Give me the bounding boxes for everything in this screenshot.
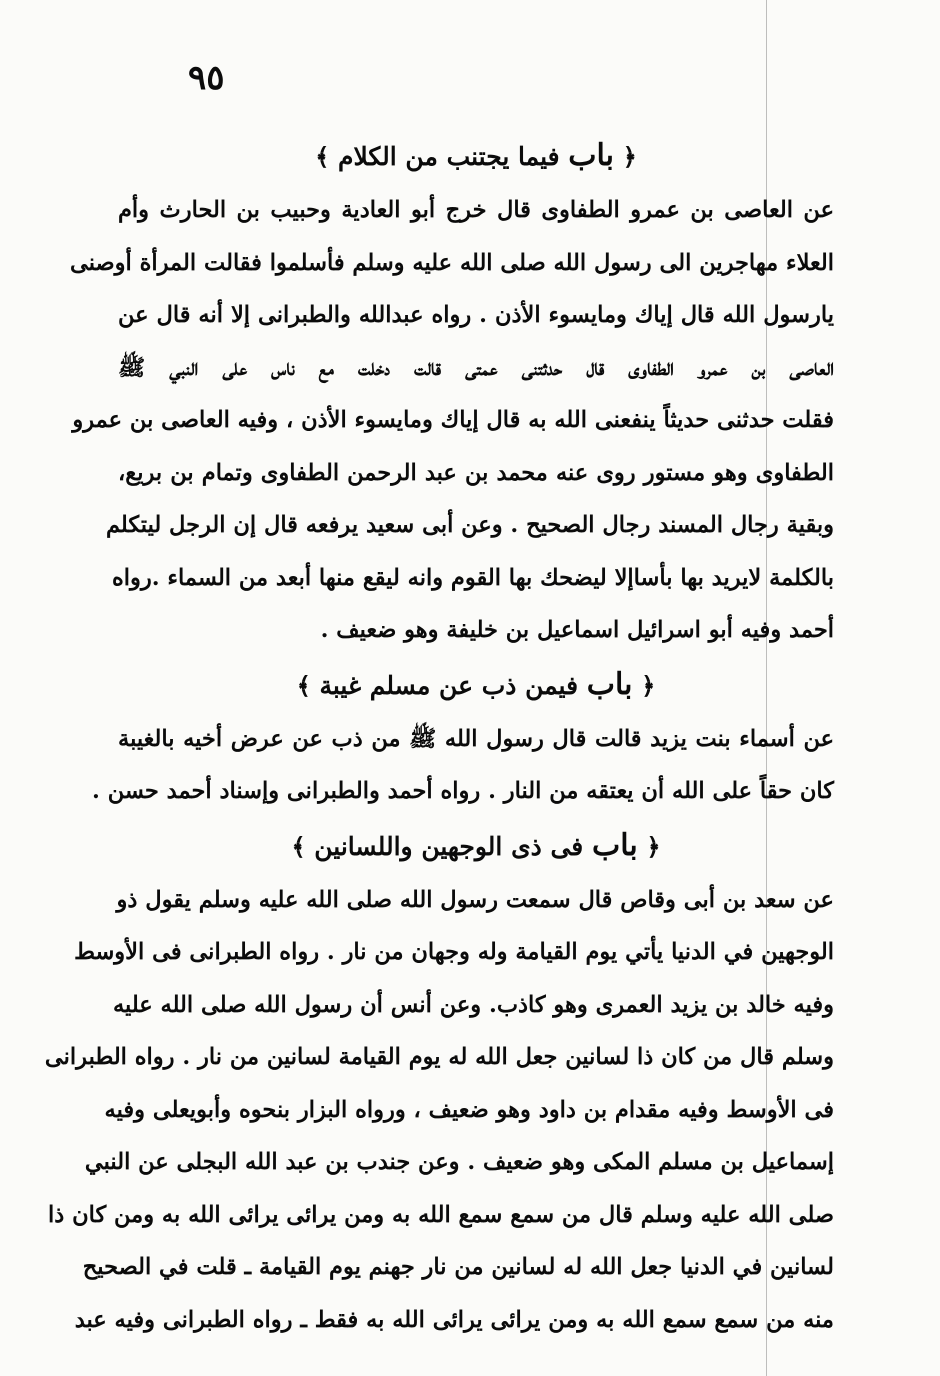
text-line: إسماعيل بن مسلم المكى وهو ضعيف . وعن جندب بن عبد الله البجلى عن النبي [84,1149,834,1175]
text-line: عن سعد بن أبى وقاص قال سمعت رسول الله صلى الله عليه وسلم يقول ذو [116,886,834,913]
heading-title: فيما يجتنب من الكلام [337,142,560,171]
text-line: الطفاوى وهو مستور روى عنه محمد بن عبد الرحمن الطفاوى وتمام بن بريع، [118,459,834,486]
text-body [44,128,834,1346]
text-line: الوجهين في الدنيا يأتي يوم القيامة وله وجهان من نار . رواه الطبرانى فى الأوسط [74,939,834,965]
heading-bracket-open: ﴿ [622,142,637,171]
text-line: لسانين في الدنيا جعل الله له لسانين من نار جهنم يوم القيامة ـ قلت في الصحيح [82,1254,834,1280]
text-line: العلاء مهاجرين الى رسول الله صلى الله عليه وسلم فأسلموا فقالت المرأة أوصنى [70,249,834,276]
text-line: وسلم قال من كان ذا لسانين جعل الله له يوم القيامة لسانين من نار . رواه الطبرانى [44,1044,834,1070]
heading-bracket-close: ﴾ [296,670,311,700]
text-line: وبقية رجال المسند رجال الصحيح . وعن أبى سعيد يرفعه قال إن الرجل ليتكلم [105,512,834,538]
heading-title: فى ذى الوجهين واللسانين [314,831,584,861]
text-line: وفيه خالد بن يزيد العمرى وهو كاذب. وعن أنس أن رسول الله صلى الله عليه [112,991,834,1018]
heading-bab: باب [568,138,615,173]
text-line: فى الأوسط وفيه مقدام بن داود وهو ضعيف ، ورواه البزار بنحوه وأبويعلى وفيه [104,1096,834,1123]
heading-bracket-open: ﴿ [641,670,656,700]
text-line: يارسول الله قال إياك ومايسوء الأذن . رواه عبدالله والطبرانى إلا أنه قال عن [118,302,834,328]
heading-bab: باب [586,666,633,702]
text-line: فقلت حدثنى حديثاً ينفعنى الله به قال إياك ومايسوء الأذن ، وفيه العاصى بن عمرو [72,407,834,433]
page-number: ٩٥ [188,58,225,98]
text-line: العاصى بن عمرو الطفاوى قال حدثتنى عمتى قالت دخلت مع ناس على النبي ﷺ [118,354,834,381]
text-line: بالكلمة لايريد بها بأساإلا ليضحك بها القوم وانه ليقع منها أبعد من السماء .رواه [112,564,834,591]
chapter-heading-1 [118,128,834,184]
chapter-heading-2 [118,657,834,713]
heading-bracket-close: ﴾ [291,831,306,861]
text-line: كان حقاً على الله أن يعتقه من النار . رواه أحمد والطبرانى وإسناد أحمد حسن . [92,778,834,804]
heading-bracket-close: ﴾ [315,142,330,171]
text-line: عن أسماء بنت يزيد قالت قال رسول الله ﷺ من ذب عن عرض أخيه بالغيبة [118,725,834,752]
text-line: صلى الله عليه وسلم قال من سمع سمع الله به ومن يرائى يرائى الله به ومن كان ذا [48,1201,834,1228]
text-line: عن العاصى بن عمرو الطفاوى قال خرج أبو العادية وحبيب بن الحارث وأم [118,197,834,223]
heading-bracket-open: ﴿ [646,831,661,861]
text-line: أحمد وفيه أبو اسرائيل اسماعيل بن خليفة وهو ضعيف . [320,617,834,643]
heading-bab: باب [591,827,638,863]
text-line: منه من سمع سمع الله به ومن يرائى يرائى الله به فقط ـ رواه الطبرانى وفيه عبد [74,1306,834,1333]
chapter-heading-3 [118,818,834,874]
heading-title: فيمن ذب عن مسلم غيبة [319,670,579,700]
